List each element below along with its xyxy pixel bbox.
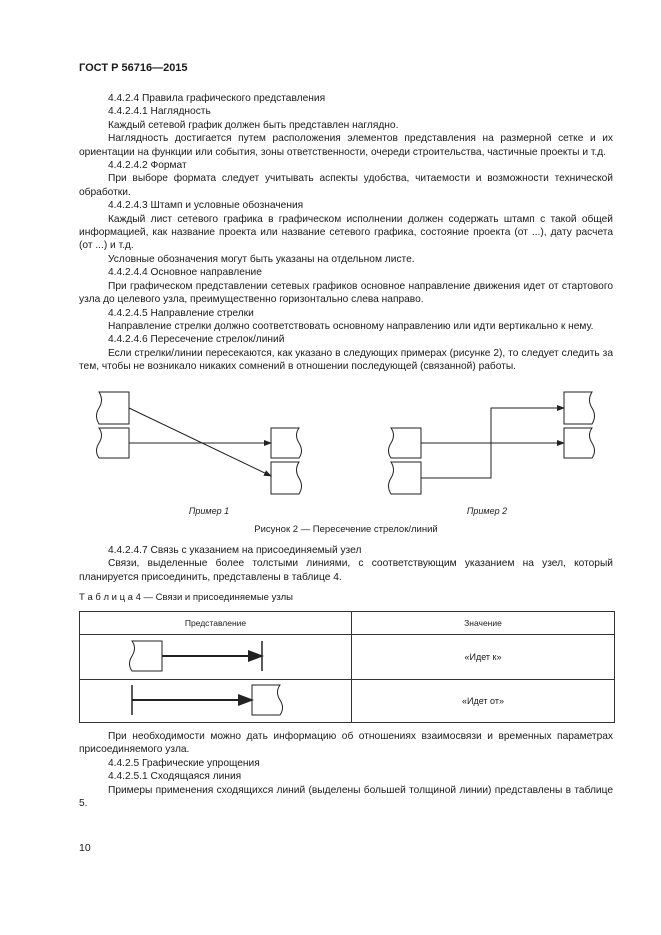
paragraph: 4.4.2.4.2 Формат bbox=[108, 160, 187, 172]
paragraph: Если стрелки/линии пересекаются, как указано в следующих примерах (рисунке 2), то следует следить за тем, чтобы не возникало никаких сомнений в отношении последующей (связанной) работы. bbox=[79, 347, 613, 373]
paragraph: 4.4.2.4.1 Наглядность bbox=[108, 106, 211, 118]
page-number: 10 bbox=[79, 842, 91, 854]
body-text bbox=[79, 92, 613, 374]
ex1-node-left-2 bbox=[97, 428, 130, 458]
ex2-node-right-1 bbox=[564, 392, 595, 424]
paragraph: Направление стрелки должно соответствовать основному направлению или идти вертикально к нему. bbox=[108, 320, 594, 332]
goes-from-diagram bbox=[80, 680, 350, 720]
paragraph: 4.4.2.5.1 Сходящаяся линия bbox=[108, 771, 242, 783]
paragraph: 4.4.2.4.7 Связь с указанием на присоединяемый узел bbox=[108, 545, 362, 556]
figure-caption: Рисунок 2 — Пересечение стрелок/линий bbox=[254, 524, 438, 535]
paragraph: При графическом представлении сетевых графиков основное направление движения идет от стартового узла до целевого узла, преимущественно горизонтально слева направо. bbox=[79, 280, 613, 306]
paragraph: 4.4.2.4.3 Штамп и условные обозначения bbox=[108, 200, 304, 212]
table-header-meaning: Значение bbox=[352, 612, 615, 635]
paragraph: При выборе формата следует учитывать аспекты удобства, читаемости и возможности технической обработки. bbox=[79, 173, 613, 198]
table-cell-diagram bbox=[80, 635, 352, 680]
paragraph: Наглядность достигается путем расположения элементов представления на размерной сетке и их ориентации на функции или события, зоны ответственности, очереди строительства, частичные проекты и т.д. bbox=[79, 133, 613, 158]
ex1-node-right-1 bbox=[271, 428, 302, 458]
paragraph: Каждый лист сетевого графика в графическом исполнении должен содержать штамп с такой общей информацией, как название проекта или название сетевого графика, состояние проекта (от ...), дату расчета (от ...) и т.д. bbox=[79, 213, 613, 252]
paragraph: 4.4.2.4.4 Основное направление bbox=[108, 267, 262, 279]
table-cell-diagram bbox=[80, 680, 352, 723]
paragraph: Каждый сетевой график должен быть представлен наглядно. bbox=[108, 119, 399, 131]
table-row bbox=[80, 680, 615, 723]
paragraph: 4.4.2.4.5 Направление стрелки bbox=[108, 307, 254, 319]
document-header: ГОСТ Р 56716—2015 bbox=[79, 62, 188, 74]
example-2-label: Пример 2 bbox=[466, 506, 508, 516]
section-after-table bbox=[79, 730, 613, 810]
table-header-representation: Представление bbox=[80, 612, 352, 635]
paragraph: 4.4.2.4 Правила графического представления bbox=[108, 93, 326, 104]
table-row bbox=[80, 635, 615, 680]
goes-to-diagram bbox=[80, 635, 350, 677]
paragraph: При необходимости можно дать информацию об отношениях взаимосвязи и временных параметрах присоединяемого узла. bbox=[79, 731, 613, 756]
figure-2-diagram bbox=[79, 384, 619, 524]
table-4 bbox=[79, 611, 615, 723]
section-4-4-2-4-7 bbox=[79, 544, 613, 584]
ex2-node-left-2 bbox=[389, 462, 422, 494]
paragraph: 4.4.2.5 Графические упрощения bbox=[108, 757, 260, 769]
ex1-node-left-1 bbox=[97, 392, 130, 424]
ex1-node-right-2 bbox=[271, 462, 302, 494]
ex2-node-right-2 bbox=[564, 428, 595, 458]
ex2-node-left-1 bbox=[389, 428, 422, 458]
example-1-label: Пример 1 bbox=[188, 506, 230, 516]
table-cell-value: «Идет к» bbox=[352, 635, 615, 680]
paragraph: Примеры применения сходящихся линий (выделены большей толщиной линии) представлены в таблице 5. bbox=[79, 784, 613, 810]
ex1-arrow-cross bbox=[129, 408, 271, 476]
table-caption: Т а б л и ц а 4 — Связи и присоединяемые узлы bbox=[79, 592, 293, 603]
paragraph: Условные обозначения могут быть указаны на отдельном листе. bbox=[108, 253, 415, 265]
paragraph: Связи, выделенные более толстыми линиями, с соответствующим указанием на узел, который планируется присоединить, представлены в таблице 4. bbox=[79, 558, 613, 583]
table-cell-value: «Идет от» bbox=[352, 680, 615, 723]
paragraph: 4.4.2.4.6 Пересечение стрелок/линий bbox=[108, 334, 285, 346]
